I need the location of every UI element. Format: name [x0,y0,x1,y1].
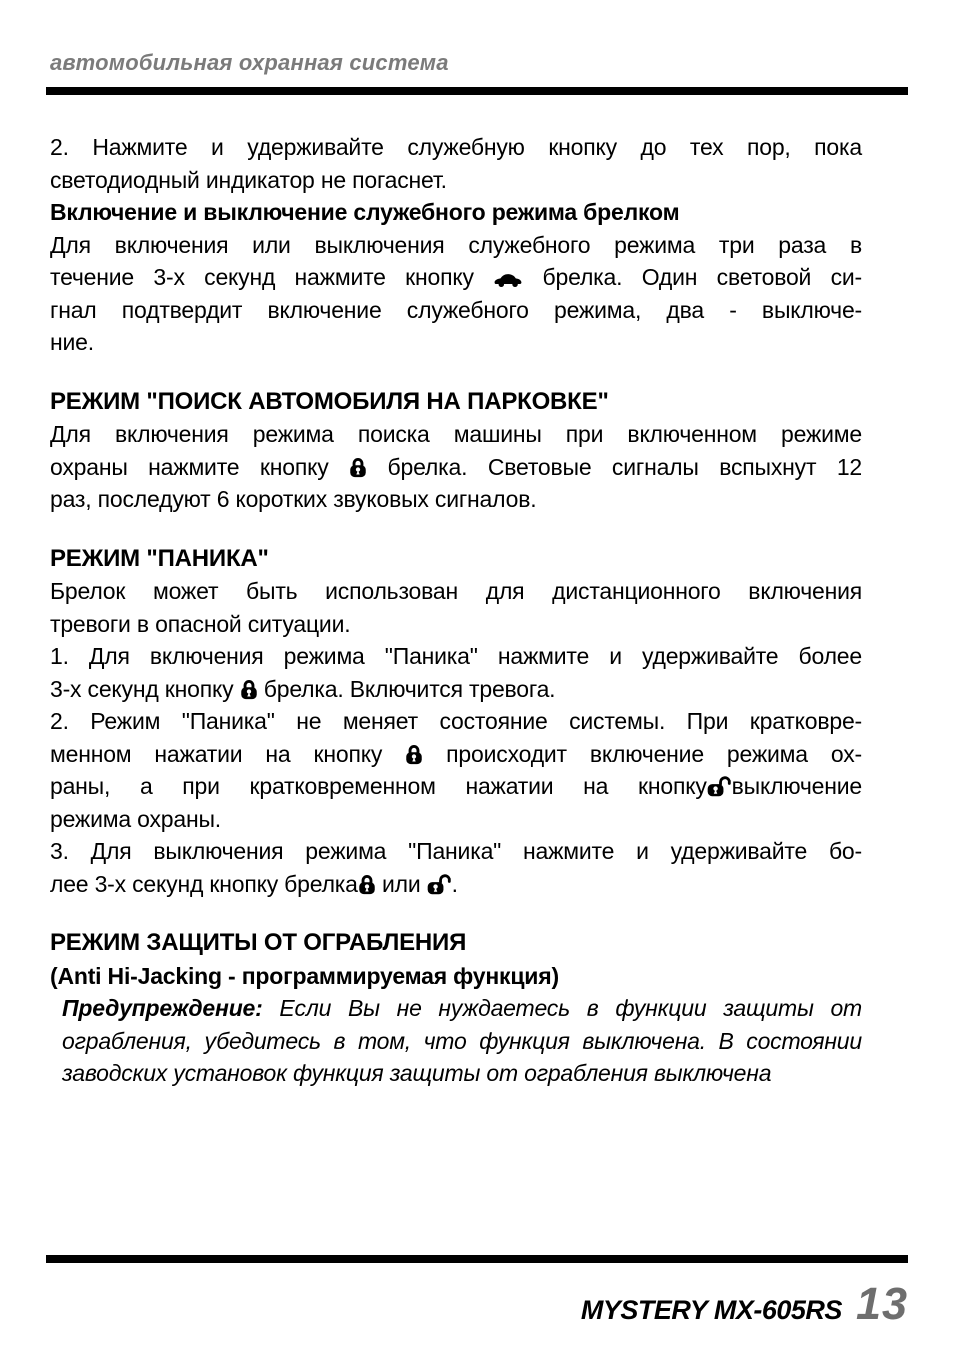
text-line [50,960,862,993]
text-segment: ограбления, убедитесь в том, что функция выключена. В состоянии [62,1027,862,1054]
lock-closed-icon [349,456,367,478]
text-segment: Брелок может быть использован для дистанционного включения [50,578,862,604]
text-segment: Для включения режима поиска машины при включенном режиме [50,421,862,447]
text-line [50,326,862,359]
text-line [50,229,862,262]
text-line [50,868,862,901]
text-segment: выключение [731,773,862,799]
text-segment: 1. Для включения режима "Паника" нажмите и удерживайте более [50,643,862,669]
text-line [50,261,862,294]
text-segment: (Anti Hi-Jacking - программируемая функция) [50,962,559,989]
intro-paragraph [50,131,862,196]
text-line [50,386,862,419]
text-line [50,738,862,771]
page-number: 13 [855,1278,908,1329]
footer-rule [46,1255,908,1263]
text-segment: 3. Для выключения режима "Паника" нажмите и удерживайте бо- [50,838,862,864]
lock-closed-icon [358,873,376,895]
text-segment: Если Вы не нуждаетесь в функции защиты от [262,995,862,1021]
text-line [50,196,862,229]
text-line [62,1057,862,1090]
text-segment: раз, последуют 6 коротких звуковых сигналов. [50,486,537,512]
text-line [50,294,862,327]
model-name: MYSTERY MX-605RS [580,1295,842,1325]
text-line [50,543,862,576]
text-line [50,835,862,868]
text-segment: заводских установок функция защиты от ограбления выключена [62,1060,772,1086]
section-heading-antihijack [50,927,862,960]
text-line [50,418,862,451]
header-rule [46,87,908,95]
text-segment: брелка. Один световой си- [523,264,862,290]
parking-search-paragraph [50,418,862,516]
text-segment: лее 3-х секунд кнопку брелка [50,870,358,897]
warning-paragraph [50,992,862,1090]
text-segment: 2. Режим "Паника" не меняет состояние системы. При кратковре- [50,708,862,734]
text-segment: брелка. Включится тревога. [257,675,556,702]
lock-open-icon [707,775,732,797]
text-line [50,608,862,641]
text-segment: РЕЖИМ "ПАНИКА" [50,544,269,572]
section-heading-panic [50,543,862,576]
header-title: автомобильная охранная система [50,50,449,75]
page-footer [46,1255,908,1330]
text-line [50,927,862,960]
text-segment: 2. Нажмите и удерживайте служебную кнопку до тех пор, пока [50,134,862,160]
section-heading-parking-search [50,386,862,419]
lock-closed-icon [405,743,423,765]
text-line [62,992,862,1025]
text-segment: гнал подтвердит включение служебного режима, два - выключе- [50,296,862,323]
text-segment: или [375,870,427,897]
text-segment: брелка. Световые сигналы вспыхнут 12 [367,453,862,480]
car-button-icon [493,272,523,288]
text-segment: Для включения или выключения служебного режима три раза в [50,231,862,258]
text-segment: РЕЖИМ "ПОИСК АВТОМОБИЛЯ НА ПАРКОВКЕ" [50,387,609,415]
lock-open-icon [427,873,452,895]
text-segment: тревоги в опасной ситуации. [50,610,351,637]
lock-closed-icon [240,678,258,700]
service-mode-paragraph [50,229,862,359]
text-segment: менном нажатии на кнопку [50,740,406,767]
text-line [50,575,862,608]
text-line [50,483,862,516]
text-segment: охраны нажмите кнопку [50,453,350,480]
text-segment: происходит включение режима ох- [423,740,862,767]
text-line [50,640,862,673]
text-line [50,131,862,164]
text-line [50,673,862,706]
text-line [50,705,862,738]
subheading-antihijack [50,960,862,993]
text-line [62,1025,862,1058]
text-segment: режима охраны. [50,805,221,832]
subheading-service-mode [50,196,862,229]
text-line [50,803,862,836]
text-line [50,770,862,803]
text-segment: 3-х секунд кнопку [50,675,240,702]
page-content [50,131,862,1090]
text-line [50,451,862,484]
text-segment: Включение и выключение служебного режима брелком [50,199,680,225]
text-segment: РЕЖИМ ЗАЩИТЫ ОТ ОГРАБЛЕНИЯ [50,929,467,956]
text-segment: Предупреждение: [62,995,263,1021]
text-segment: течение 3-х секунд нажмите кнопку [50,264,494,290]
panic-paragraph [50,575,862,900]
text-segment: раны, а при кратковременном нажатии на кнопку [50,773,707,799]
text-line [50,164,862,197]
footer-line [46,1278,908,1330]
text-segment: . [451,870,458,897]
text-segment: светодиодный индикатор не погаснет. [50,166,447,193]
text-segment: ние. [50,329,94,355]
page-header [0,0,954,95]
